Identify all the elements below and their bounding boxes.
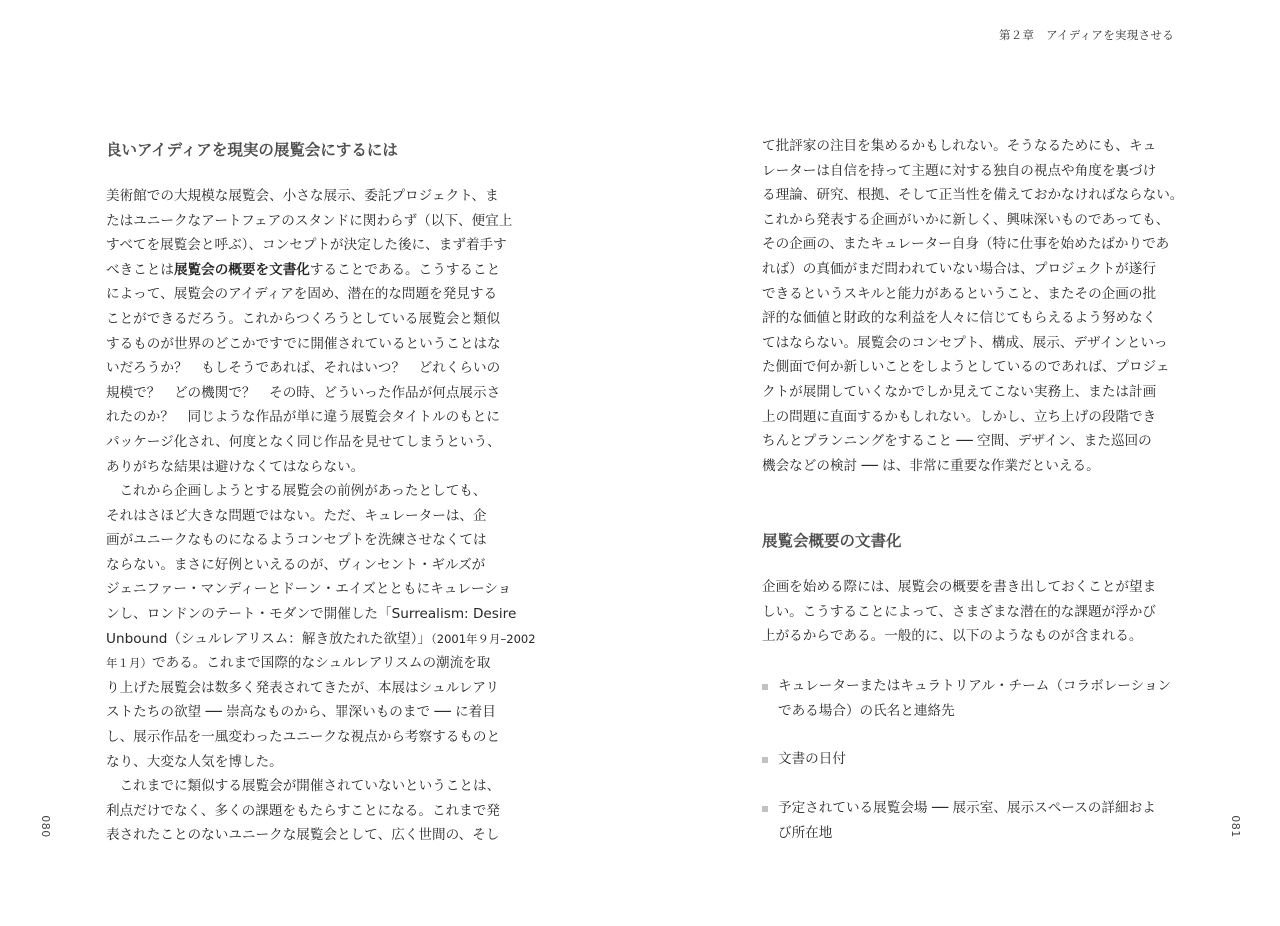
emphasis-text: 展覧会の概要を文書化 (173, 261, 310, 278)
text-line: これまでに類似する展覧会が開催されていないということは、 (106, 778, 501, 794)
text-line: 機会などの検討 ── は、非常に重要な作業だといえる。 (762, 457, 1100, 474)
page-number-left: 080 (38, 815, 52, 838)
text-line: ならない。まさに好例といえるのが、ヴィンセント・ギルズが (106, 556, 486, 573)
text-line: たはユニークなアートフェアのスタンドに関わらず（以下、便宜上 (106, 212, 513, 229)
text-line: ことができるだろう。これからつくろうとしている展覧会と類似 (106, 310, 501, 327)
text-line: クトが展開していくなかでしか見えてこない実務上、または計画 (762, 383, 1157, 400)
right-paragraph-2 (762, 575, 1156, 649)
text-line: なり、大変な人気を博した。 (106, 753, 283, 770)
text-line: り上げた展覧会は数多く発表されてきたが、本展はシュルレアリ (106, 679, 500, 696)
bullet-square-icon (762, 806, 768, 812)
bullet-item-venue (762, 796, 1202, 846)
text-line: これから企画しようとする展覧会の前例があったとしても、 (106, 483, 487, 499)
text-line: 表されたことのないユニークな展覧会として、広く世間の、そし (106, 827, 500, 844)
text-line: できるというスキルと能力があるということ、またその企画の批 (762, 285, 1157, 302)
text-line: レーターは自信を持って主題に対する独自の視点や角度を裏づけ (762, 162, 1157, 179)
text-line: すべてを展覧会と呼ぶ）、コンセプトが決定した後に、まず着手す (106, 237, 507, 254)
bullet-item-date (762, 747, 1202, 773)
text-line: キュレーターまたはキュラトリアル・チーム（コラボレーション (778, 678, 1172, 694)
bullet-text (778, 674, 1171, 723)
text-line: その企画の、またキュレーター自身（特に仕事を始めたばかりであ (762, 236, 1170, 253)
text-line: 画がユニークなものになるようコンセプトを洗練させなくては (106, 532, 487, 549)
text-line: パッケージ化され、何度となく同じ作品を見せてしまうという、 (106, 433, 501, 450)
text-line: によって、展覧会のアイディアを固め、潜在的な問題を発見する (106, 286, 498, 303)
text-line: 上がるからである。一般的に、以下のようなものが含まれる。 (762, 628, 1143, 645)
left-paragraph-1 (106, 184, 512, 479)
section-heading-good-ideas: 良いアイディアを現実の展覧会にするには (106, 141, 398, 159)
text-line: である場合）の氏名と連絡先 (778, 702, 955, 719)
date-note: （2001年９月–2002 (431, 631, 536, 646)
text-run: である。これまで国際的なシュルレアリスムの潮流を取 (152, 655, 491, 672)
bullet-text (778, 747, 846, 772)
text-line: し、展示作品を一風変わったユニークな視点から考察するものと (106, 728, 501, 745)
date-note: 年１月） (106, 656, 152, 671)
text-line: 企画を始める際には、展覧会の概要を書き出しておくことが望ま (762, 579, 1157, 595)
text-run: べきことは (106, 261, 174, 278)
text-run: Unbound（シュルレアリスム：解き放たれた欲望）」 (106, 630, 432, 647)
bullet-square-icon (762, 757, 768, 763)
text-line: れたのか？ 同じような作品が単に違う展覧会タイトルのもとに (106, 409, 500, 426)
text-line: ありがちな結果は避けなくてはならない。 (106, 458, 365, 475)
text-line: てはならない。展覧会のコンセプト、構成、展示、デザインといっ (762, 334, 1168, 351)
text-line: た側面で何か新しいことをしようとしているのであれば、プロジェ (762, 359, 1170, 376)
text-line (106, 651, 536, 676)
bullet-square-icon (762, 684, 768, 690)
text-line (106, 627, 536, 652)
right-paragraph-1 (762, 134, 1183, 478)
text-line: ストたちの欲望 ── 崇高なものから、罪深いものまで ── に着目 (106, 704, 496, 721)
text-line: ンし、ロンドンのテート・モダンで開催した「Surrealism: Desire (106, 605, 517, 622)
text-line: ジェニファー・マンディーとドーン・エイズとともにキュレーショ (106, 581, 512, 598)
text-run: することである。こうすること (309, 261, 501, 278)
section-heading-outline: 展覧会概要の文書化 (762, 532, 902, 550)
text-line: これから発表する企画がいかに新しく、興味深いものであっても、 (762, 211, 1170, 228)
right-page (640, 0, 1280, 926)
page-number-right: 081 (1228, 815, 1242, 838)
text-line: び所在地 (778, 824, 833, 841)
text-line: それはさほど大きな問題ではない。ただ、キュレーターは、企 (106, 507, 487, 524)
text-line: 文書の日付 (778, 751, 846, 767)
bullet-item-curator (762, 674, 1202, 724)
text-line: いだろうか？ もしそうであれば、それはいつ？ どれくらいの (106, 360, 501, 377)
text-line: る理論、研究、根拠、そして正当性を備えておかなければならない。 (762, 187, 1184, 204)
text-line (106, 258, 512, 283)
text-line: 予定されている展覧会場 ── 展示室、展示スペースの詳細およ (778, 800, 1156, 816)
text-line: ちんとプランニングをすること ── 空間、デザイン、また巡回の (762, 433, 1152, 450)
left-paragraph-3 (106, 774, 500, 848)
text-line: するものが世界のどこかですでに開催されているということはな (106, 335, 501, 352)
text-line: 規模で？ どの機関で？ その時、どういった作品が何点展示さ (106, 384, 501, 401)
text-line: 上の問題に直面するかもしれない。しかし、立ち上げの段階でき (762, 408, 1157, 425)
bullet-text (778, 796, 1156, 845)
text-line: しい。こうすることによって、さまざまな潜在的な課題が浮かび (762, 603, 1156, 620)
text-line: 美術館での大規模な展覧会、小さな展示、委託プロジェクト、ま (106, 188, 499, 204)
running-head: 第２章 アイディアを実現させる (998, 28, 1174, 42)
text-line: 評的な価値と財政的な利益を人々に信じてもらえるよう努めなく (762, 310, 1157, 327)
left-paragraph-2 (106, 479, 536, 774)
text-line: 利点だけでなく、多くの課題をもたらすことになる。これまで発 (106, 802, 500, 819)
text-line: て批評家の注目を集めるかもしれない。そうなるためにも、キュ (762, 138, 1157, 154)
text-line: れば）の真価がまだ問われていない場合は、プロジェクトが遂行 (762, 260, 1156, 277)
